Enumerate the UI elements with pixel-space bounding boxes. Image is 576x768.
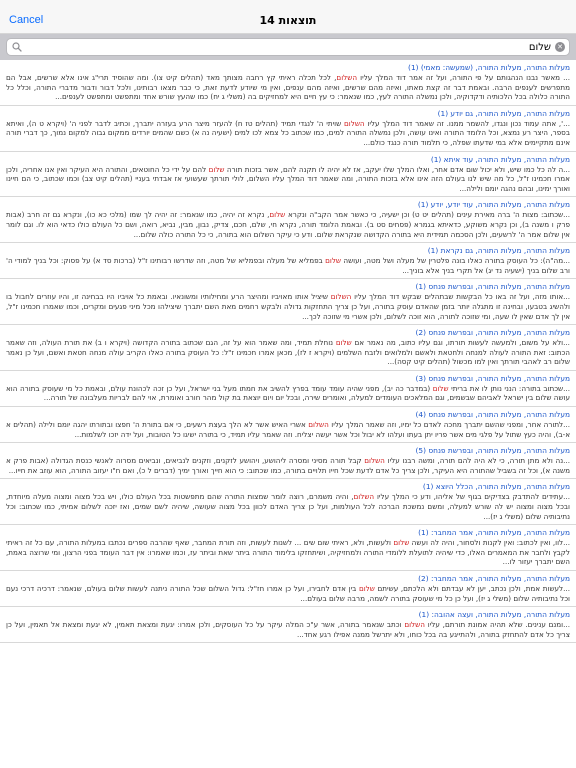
result-title[interactable]: מעלות התורה, מעלות התורה, ובפרשת פנחס (3) (415, 373, 570, 383)
result-title[interactable]: מעלות התורה, מעלות התורה, עוד יודע, יודע (1) (417, 200, 570, 210)
snippet-text-after: וכתב שנאמר בתורה, אשר ע"כ המלה עיקר על כל העוסקים, ולכן אמרו: יגעת ומצאת תאמין, לא יגעת ומצאת אל תאמין, ועל כן צריך כל אדם להתחזק בתורה, ולהתייגע בה בכל כוחו, ולא יתרשל ממנה אפילו רגע אחד... (6, 620, 570, 639)
snippet-text-after: , נקרא זה יהיה, כמו שנאמר: זה יהיה לך שמו (מלכי כא כו), ונקרא גם זה חרב (אבות פרק ו משנה ב), וכן נקרא משוקע, כדאיתא בגמרא (פסחים סט ב). ובאמת הלומד תורה, נקרא חי, שלם, חכם, צדיק, נבון, מבין, נביא, רואה, ושם כל העולם כולו כדאי הוא לו. וגם לומר אין שלום אמר ה' לרשעים, ולכן הסכמה תמידית היא בתורה הקדושה שנקראת שלום. ודע כי עיקר השלום הוא בתורה, כי כל התורה כולה שלום... (6, 210, 570, 239)
result-snippet (6, 492, 570, 521)
snippet-text-before: ...שכתוב בתורה: הנני נותן לו את בריתי (448, 383, 570, 393)
snippet-text-after: נוחלת תמיד, ומה שאמר הוא על זה, הגם שכתוב בתורה הקדושה (ויקרא ו ב) את תורת העולה, וזה שאמר הכתוב: זאת התורה לעולה למנחה ולחטאת ולאשם ולמלואים ולזבח השלמים (ויקרא ז לז), מכאן אמרו חכמינו ז"ל: כל העוסק בתורה כאלו הקריב עולה מנחה חטאת ואשם, ועל כן נאמר שלום רב לאהבי תורתך ואין למו מכשול (תהלים קיט קסה)... (6, 338, 570, 367)
result-snippet (6, 73, 570, 102)
highlighted-match: השלום (404, 620, 425, 630)
highlighted-match: שלום (325, 256, 341, 266)
search-result-item[interactable] (0, 60, 576, 106)
result-title[interactable]: מעלות התורה, מעלות התורה, ובפרשת פנחס (2) (415, 328, 570, 338)
highlighted-match: השלום (353, 492, 375, 502)
highlighted-match: השלום (364, 456, 385, 466)
result-snippet (6, 538, 570, 567)
result-snippet (6, 620, 570, 639)
snippet-text-after: בפמליא של מעלה ובפמליא של מטה, וזה שדרשו רבותינו ז"ל (ברכות סד א) על פסוק: וכל בניך למודי ה' ורב שלום בניך (ישעיה נד יג) אל תקרי בניך אלא בוניך... (6, 256, 570, 275)
result-snippet (6, 384, 570, 403)
snippet-text-before: ...נה ולא מתן תורה, כי לא היה להם תורה, ומשה רבנו עליו (384, 456, 570, 466)
search-result-item[interactable] (0, 571, 576, 607)
search-result-item[interactable] (0, 407, 576, 443)
snippet-text-before: ...לעשות אמת, ולכן נכתב, יען לא עבדתם ולא הלכתם, עשיתם (374, 584, 570, 593)
snippet-text-after: קבל תורה מסיני ומסרה ליהושע, ויהושע לזקנים, וזקנים לנביאים, ונביאים מסרוה לאנשי כנסת הגדולה (אבות פרק א משנה א), וכל זה בשביל שהתורה היא העיקר, ולכן צריך כל אדם לדעת שכל חייו תלויים בתורה, כמו שכתוב: כי הוא חייך ואורך ימיך (דברים ל כ), ואם ח"ו יעזוב התורה, הוא עוזב את חייו... (6, 456, 570, 475)
result-title[interactable]: מעלות התורה, מעלות התורה, ובפרשת פנחס (1) (415, 282, 570, 292)
highlighted-match: השלום (330, 292, 352, 302)
snippet-text-after: שויתי ה' לנגדי תמיד (תהלים טז ח) להעזר מיצר הרע בעזרה יתברך, וכתיב לדבר לפני ה' (ויקרא ט ה), ואיתא בספר, היצר רע נמצא, וכל הלומד התורה ואינו עושה, ולכן נמשלה התורה למים, כמו שכתוב כל צמא לכו למים (ישעיה נה א) כשם שהמים יורדים ממקום גבוה למקום נמוך, כך דברי תורה אינם מתקיימים אלא במי שדעתו שפלה, כי תלמוד תורה כנגד כולם... (6, 118, 570, 147)
results-count-title: 14 תוצאות (259, 14, 317, 27)
search-result-item[interactable] (0, 525, 576, 571)
snippet-text-before: ...עתידים להתדבק בצדיקים בגוף של אליהו, ודע כי המלך עליו (374, 492, 570, 502)
result-title[interactable]: מעלות התורה, מעלות התורה, אמר המחבר: (1) (418, 528, 570, 538)
search-icon (12, 42, 22, 52)
search-result-item[interactable] (0, 243, 576, 279)
snippet-text-before: ...לתורה אחר, ומפני שהשם יתברך מחכה לאדם כל ימיו, וזה שאמר המלך עליו (328, 420, 570, 430)
result-title[interactable]: מעלות התורה, מעלות התורה, ובפרשת פנחס (5) (415, 446, 570, 456)
snippet-text-after: , והיה משמרם, רוצה לומר שמצות התורה שהם מתפשטות בכל העולם כולו, ויש בכל מצוה ומצוה מעלה מיוחדת, ובכל מצוה ומצוה יש לה שורש למעלה, ומשם נמשכת הברכה לכל העולמות, ועל כן צריך האדם לכוון בכל מצוה שעושה, שיהיה לשם שמים, ואז יזכה לשלום אמיתי, כמו שכתוב: וכל נתיבותיה שלום (משלי ג יז)... (6, 492, 570, 521)
snippet-text-before: ...שכתוב: מצות ה' ברה מאירת עינים (תהלים יט ט) וכן ישעיה, כי כאשר אמר הקב"ה ונקרא (285, 210, 570, 220)
result-title[interactable]: מעלות התורה, מעלות התורה, ובפרשת פנחס (4) (415, 410, 570, 420)
search-result-item[interactable] (0, 279, 576, 325)
snippet-text-after: שיציל אותו מאויביו ומהיצר הרע ומחילותיו ומשונאיו. ובאמת כל אויביו היו בבחינה זו, והיו עוזרים לחבול בו ולהשיג בטבעו, ובחינה זו מתגלה יותר בזמן שהאדם עוסק בתורה, ועל כן צריך התחזקות גדולה ולבקש רחמים מאת השם יתברך שיצילהו מכל מיני פגעים ומקרים, וכמו שאמרו חכמינו ז"ל, אין לך אדם שאין לו שעה, ומי שזוכה לתורה, הוא זוכה לשלום, ולכן אשרי מי שזוכה לכך... (6, 292, 570, 321)
result-snippet (6, 456, 570, 475)
navigation-bar (0, 0, 576, 34)
snippet-text-before: ...ולא על משום, ולמעשה לעשות תורתו, וגם עליו כתוב, מה נאמר אם (351, 338, 570, 348)
snippet-text-after: אשרי האיש אשר לא הלך בעצת רשעים, כי אם בתורת ה' חפצו ובתורתו יהגה יומם ולילה (תהלים א א-ב), והיה כעץ שתול על פלגי מים אשר פריו יתן בעתו ועלהו לא יבול וכל אשר יעשה יצליח. וזה שאמר עליו תמיד, כי בתורה ישיגו כל הטובות, ועל ידה יזכו לשלמות... (6, 420, 570, 439)
snippet-text-after: להם על ידי כל החוטאים, והתורה היא העיקר ואין אנו אחריה, ולכן אמרו חכמינו ז"ל, כל מה שיש לנו בעולם הזה אינו אלא בזכות התורה, ומה שאמר דוד המלך עליו השלום, לולי תורתך שעשועי אז אבדתי בעניי (תהלים קיט צב) וכמו שכתוב, כי הם חיינו ואורך ימינו, ובהם נהגה יומם ולילה... (6, 164, 570, 193)
result-snippet (6, 210, 570, 239)
highlighted-match: השלום (308, 420, 329, 430)
snippet-text-after: בין אדם לחבירו, ועל כן אמרו חז"ל: גדול השלום שכל התורה ניתנה לעשות שלום בעולם, שנאמר: דרכיה דרכי נעם וכל נתיבותיה שלום (משלי ג יז), ועל כן כל מי שעוסק בתורה לשמה, מרבה שלום בעולם... (6, 584, 570, 603)
search-bar (0, 34, 576, 60)
result-snippet (6, 292, 570, 321)
snippet-text-before: ...ה לה כל כמו שיש, ולא יכול שום אדם אחר, ואלו המלך שלו יעקב, אז לא יהיה לו תקנה להם, אשר בזכות תורה (224, 164, 570, 174)
search-result-item[interactable] (0, 479, 576, 525)
snippet-text-after: (במדבר כה יב), מפני שהיה עומד עומד בפרץ להשיב את חמתו מעל בני ישראל, ועל כן זכה לכהונת עולם, ובאמת כל מי שעוסק בתורה הוא עושה שלום בין ישראל לאביהם שבשמים, וגם המלאכים העומדים למעלה, ואומרים שירה, ובכל יום ויום יוצאת בת קול מהר חורב ואומרת, אוי להם לבריות מעלבונה של תורה... (6, 383, 570, 403)
clear-search-icon[interactable]: ✕ (555, 42, 565, 52)
result-title[interactable]: מעלות התורה, מעלות התורה, (שמעשה: מאמי) (1) (408, 63, 570, 72)
snippet-text-before: ...לוו, ואין לכתוב: ואין לקנות ולסחור, והיה לה ועשה (409, 538, 570, 548)
search-box[interactable] (6, 38, 570, 56)
snippet-text-before: ...מה"ה): כל העוסק בתורה כאלו בונה פלטרין של מעלה ושל מטה, ועושה (341, 256, 570, 266)
result-title[interactable]: מעלות התורה, מעלות התורה, הכלל היוצא (1) (422, 482, 570, 492)
result-snippet (6, 338, 570, 367)
highlighted-match: שלום (432, 383, 449, 393)
result-title[interactable]: מעלות התורה, מעלות התורה, ועצה אהובה: (1) (418, 610, 570, 620)
cancel-button[interactable]: Cancel (9, 14, 44, 26)
result-snippet (6, 584, 570, 603)
search-result-item[interactable] (0, 607, 576, 643)
highlighted-match: שלום (335, 338, 352, 348)
result-title[interactable]: מעלות התורה, מעלות התורה, גם נקראת (1) (427, 246, 570, 256)
search-result-item[interactable] (0, 371, 576, 407)
result-snippet (6, 420, 570, 439)
highlighted-match: שלום (393, 538, 410, 548)
results-list[interactable] (0, 60, 576, 768)
result-snippet (6, 165, 570, 194)
highlighted-match: שלום (208, 164, 225, 174)
highlighted-match: השלום (344, 118, 365, 128)
snippet-text-after: ולעשות, ולא, ראיתי שום שים ... לשנות לעשות, וזה תורת המחבר, שאף שהרבה ספרים נכתבו במעלות התורה, עם כל זה ראיתי לקבץ ולחבר את המאמרים האלו, כדי שיהיה לתועלת ללומדי התורה ולמחזיקיה, ושיתחזקו בלימוד התורה ביתר שאת וביתר עז, וכמו שאמרו: אין דבר העומד בפני הרצון, ומי שרוצה באמת, השם יתברך יעזור לו... (6, 538, 570, 567)
result-title[interactable]: מעלות התורה, מעלות התורה, גם יודע (1) (437, 108, 570, 118)
result-title[interactable]: מעלות התורה, מעלות התורה, עוד איתא (1) (430, 154, 570, 164)
search-result-item[interactable] (0, 443, 576, 479)
result-snippet (6, 256, 570, 275)
search-result-item[interactable] (0, 325, 576, 371)
snippet-text-before: ...ומנם ענינים. שלא תהיה אמונת תורתם, עליו (424, 620, 570, 630)
result-title[interactable]: מעלות התורה, מעלות התורה, אמר המחבר: (2) (418, 574, 570, 583)
search-input[interactable] (25, 40, 551, 54)
search-result-item[interactable] (0, 106, 576, 152)
search-result-item[interactable] (0, 152, 576, 198)
result-snippet (6, 119, 570, 148)
highlighted-match: השלום (336, 73, 358, 82)
snippet-text-before: ...', אתה עמוד נכון ונגדו, להשמר ממנו. זה שאמר דוד המלך עליו (364, 118, 570, 128)
snippet-text-before: ... מאשר נבנו הנהגותם על פי התורה, ועל זה אמר דוד המלך עליו (357, 73, 570, 82)
highlighted-match: שלום (269, 210, 286, 220)
snippet-text-before: ...אותו מזה, ועל זה באו כל הבקשות שבתהלים שבקש דוד המלך עליו (351, 292, 570, 302)
search-result-item[interactable] (0, 197, 576, 243)
highlighted-match: שלום (358, 584, 375, 593)
snippet-text-after: , לכל תכלה ראיתי קץ רחבה מצותך מאד (תהלים קיט צו). ומה שהוסיד תרי"ג אינו אלא שרשים, אבל הם מתפרשים לענפים הרבה. ובאמת דבר זה קצת מאתו, ואיזה מהם שרשים, ואיזה מהם ענפים, ואין מי שיודע לדעת זאת, כי כבר מצאו רבותינו, ולכל דבור ודבור מדברי התורה, וכלל כל התורה כלולה בכל הלכותיה ודקדוקיה, ולכן נמשלה התורה לעץ, כמו שנאמר: כי עץ חיים היא למחזיקים בה (משלי ג יח) כמו שהעץ שורש אחד ומתפשט ומתפשט לענפים... (6, 73, 570, 102)
